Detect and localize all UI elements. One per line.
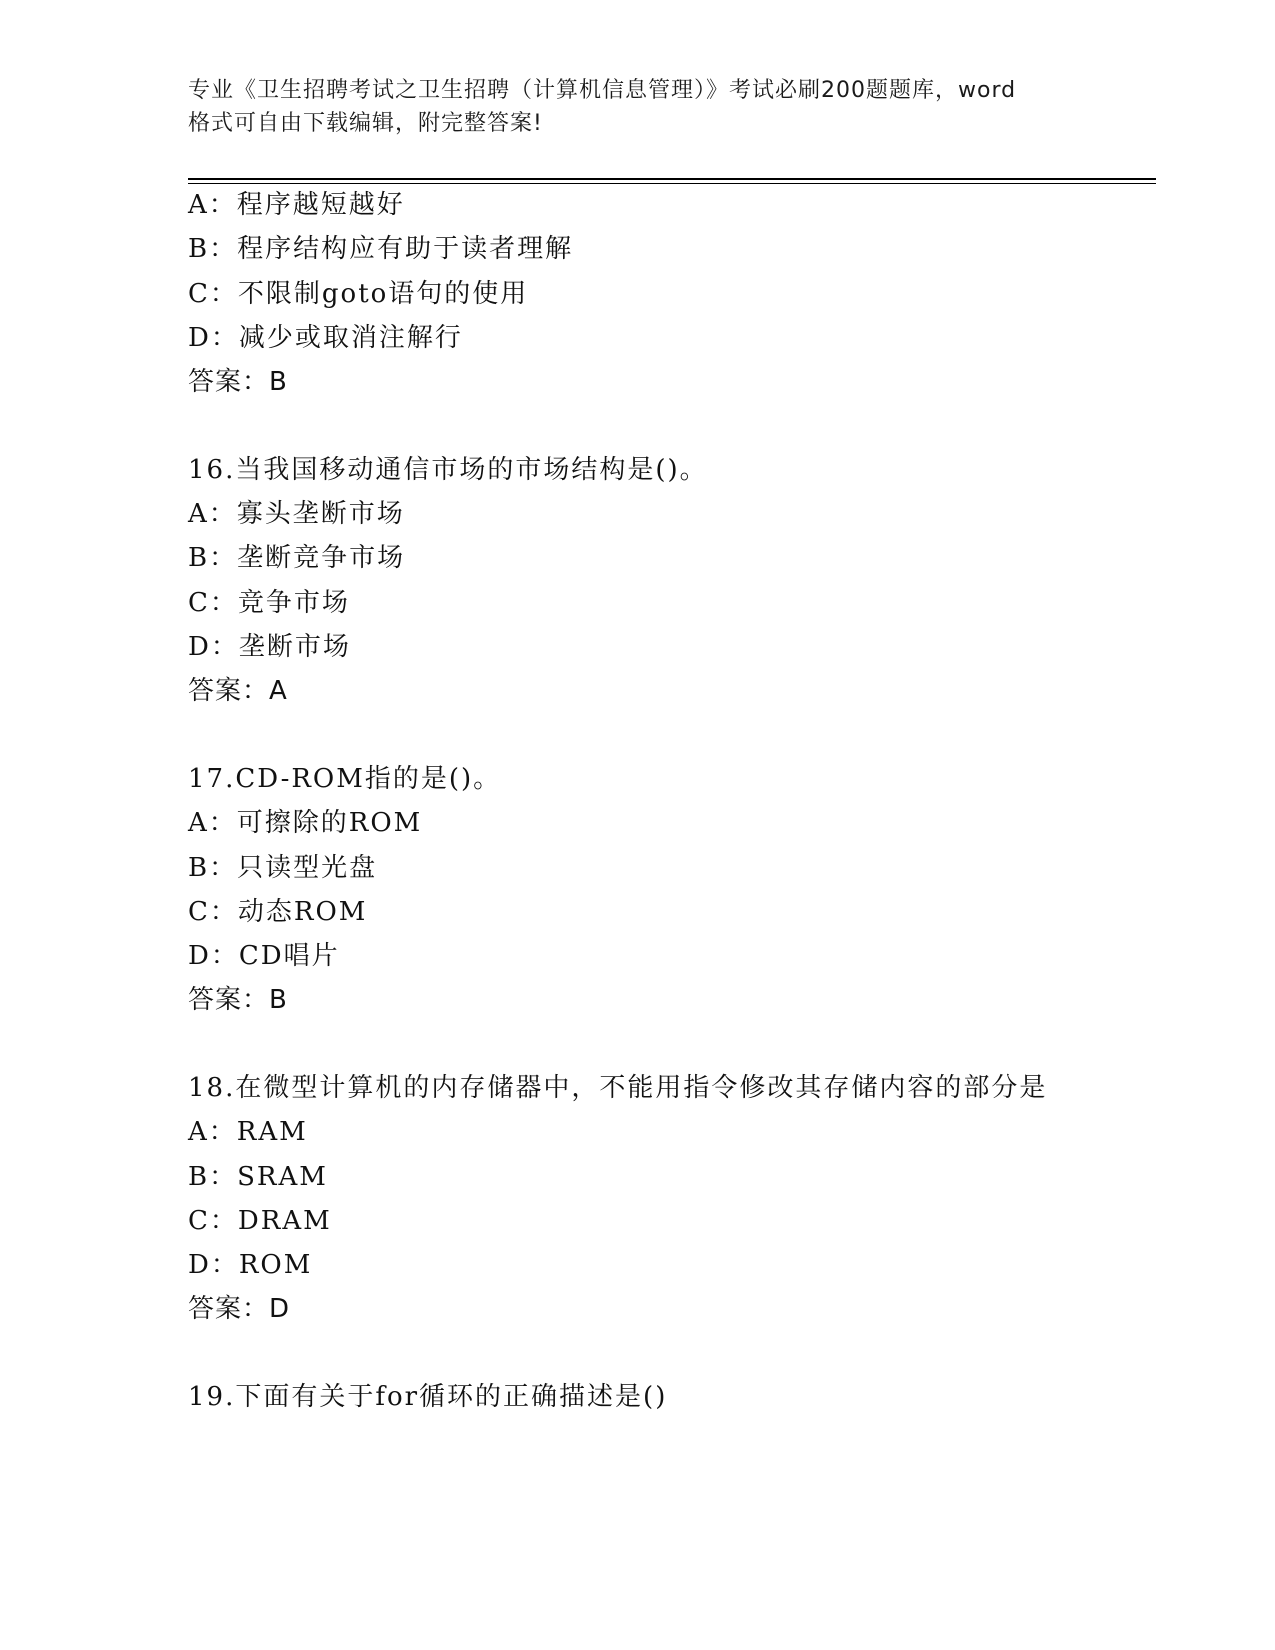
q18-option-a: A：RAM: [188, 1117, 308, 1147]
q17-option-c: C：动态ROM: [188, 897, 368, 927]
q15-option-d: D：减少或取消注解行: [188, 323, 463, 353]
q18-option-d: D：ROM: [188, 1250, 313, 1280]
q17-option-d: D：CD唱片: [188, 941, 340, 971]
header-divider-thick: [188, 178, 1156, 180]
header-line-1: 专业《卫生招聘考试之卫生招聘（计算机信息管理）》考试必刷200题题库，word: [188, 78, 1017, 103]
q15-answer: 答案：B: [188, 367, 288, 397]
q16-option-c: C：竞争市场: [188, 588, 350, 618]
q16-option-b: B：垄断竞争市场: [188, 543, 406, 573]
q17-option-b: B：只读型光盘: [188, 853, 378, 883]
q15-option-a: A：程序越短越好: [188, 190, 405, 220]
q15-option-b: B：程序结构应有助于读者理解: [188, 234, 574, 264]
q17-option-a: A：可擦除的ROM: [188, 808, 423, 838]
q17-stem: 17.CD-ROM指的是()。: [188, 764, 502, 794]
q18-stem: 18.在微型计算机的内存储器中，不能用指令修改其存储内容的部分是: [188, 1073, 1048, 1103]
q18-option-c: C：DRAM: [188, 1206, 332, 1236]
q15-option-c: C：不限制goto语句的使用: [188, 279, 529, 309]
q16-option-d: D：垄断市场: [188, 632, 351, 662]
q19-stem: 19.下面有关于for循环的正确描述是(): [188, 1382, 668, 1412]
q18-option-b: B：SRAM: [188, 1162, 328, 1192]
q17-answer: 答案：B: [188, 985, 288, 1015]
header-divider-thin: [188, 183, 1156, 184]
q16-option-a: A：寡头垄断市场: [188, 499, 405, 529]
q16-stem: 16.当我国移动通信市场的市场结构是()。: [188, 455, 708, 485]
header-line-2: 格式可自由下载编辑，附完整答案!: [188, 111, 543, 136]
document-header: [188, 74, 1088, 140]
q18-answer: 答案：D: [188, 1294, 291, 1324]
q16-answer: 答案：A: [188, 676, 288, 706]
